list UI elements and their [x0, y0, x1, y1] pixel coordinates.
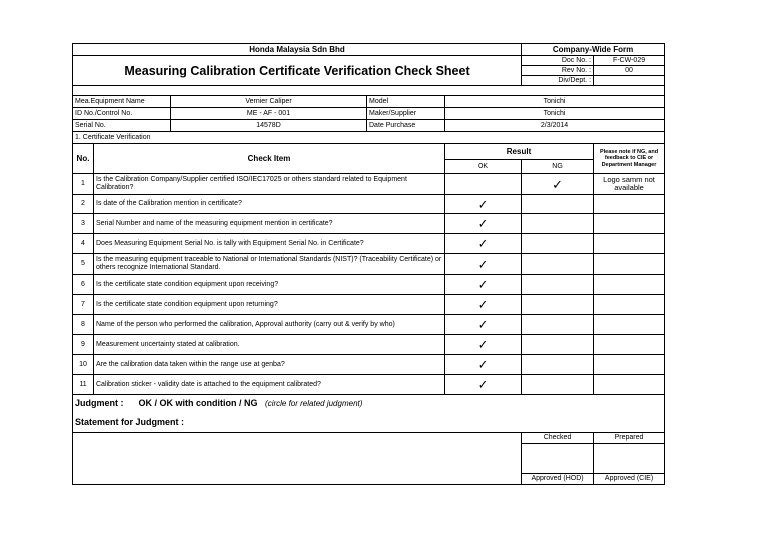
item-text: Are the calibration data taken within the range use at genba?: [94, 355, 445, 375]
ok-check: ✓: [445, 295, 522, 315]
check-sheet: [72, 43, 664, 485]
ok-check: ✓: [445, 254, 522, 275]
ng-check: [522, 335, 594, 355]
item-no: 9: [73, 335, 94, 355]
table-row: [73, 275, 665, 295]
table-row: [73, 254, 665, 275]
company-name: Honda Malaysia Sdn Bhd: [73, 44, 522, 56]
ng-check: ✓: [522, 174, 594, 195]
item-no: 1: [73, 174, 94, 195]
rev-no-label: Rev No. :: [522, 66, 594, 76]
table-row: [73, 295, 665, 315]
checked-signature: [522, 444, 594, 474]
statement-area: [73, 433, 522, 485]
prepared-label: Prepared: [594, 433, 665, 444]
item-note: [594, 295, 665, 315]
item-no: 5: [73, 254, 94, 275]
ok-check: ✓: [445, 335, 522, 355]
model-label: Model: [367, 96, 445, 108]
ng-check: [522, 275, 594, 295]
item-note: [594, 234, 665, 254]
item-note: [594, 315, 665, 335]
item-no: 2: [73, 195, 94, 214]
section-title: 1. Certificate Verification: [73, 132, 665, 144]
judgment-options: OK / OK with condition / NG: [138, 398, 258, 409]
item-no: 8: [73, 315, 94, 335]
item-no: 4: [73, 234, 94, 254]
item-note: [594, 355, 665, 375]
statement-label: Statement for Judgment :: [75, 417, 185, 428]
col-ok: OK: [445, 160, 522, 174]
item-note: [594, 335, 665, 355]
div-label: Div/Dept. :: [522, 76, 594, 86]
item-text: Is the Calibration Company/Supplier certified ISO/IEC17025 or others standard related to Equipment Calibration?: [94, 174, 445, 195]
col-no: No.: [73, 144, 94, 174]
item-no: 10: [73, 355, 94, 375]
item-no: 11: [73, 375, 94, 395]
page-title: Measuring Calibration Certificate Verification Check Sheet: [73, 56, 522, 86]
table-row: [73, 335, 665, 355]
item-text: Is the measuring equipment traceable to National or International Standards (NIST)? (Traceability Certificate) or others recognize International Standard.: [94, 254, 445, 275]
item-note: [594, 375, 665, 395]
maker-value: Tonichi: [445, 108, 665, 120]
id-label: ID No./Control No.: [73, 108, 171, 120]
table-row: [73, 355, 665, 375]
approved-cie-label: Approved (CIE): [594, 474, 665, 485]
ok-check: ✓: [445, 234, 522, 254]
table-row: [73, 214, 665, 234]
item-note: [594, 275, 665, 295]
ng-check: [522, 295, 594, 315]
ng-check: [522, 195, 594, 214]
item-note: [594, 195, 665, 214]
div-value: [594, 76, 665, 86]
ok-check: ✓: [445, 375, 522, 395]
sheet-table: [72, 43, 665, 485]
item-text: Name of the person who performed the calibration, Approval authority (carry out & verify by who): [94, 315, 445, 335]
ng-check: [522, 234, 594, 254]
date-value: 2/3/2014: [445, 120, 665, 132]
item-text: Does Measuring Equipment Serial No. is tally with Equipment Serial No. in Certificate?: [94, 234, 445, 254]
item-text: Serial Number and name of the measuring equipment mention in certificate?: [94, 214, 445, 234]
table-row: [73, 195, 665, 214]
ng-check: [522, 254, 594, 275]
approved-hod-label: Approved (HOD): [522, 474, 594, 485]
doc-no-value: F-CW-029: [594, 56, 665, 66]
ok-check: ✓: [445, 315, 522, 335]
rev-no-value: 00: [594, 66, 665, 76]
col-result: Result: [445, 144, 594, 160]
ok-check: ✓: [445, 355, 522, 375]
serial-label: Serial No.: [73, 120, 171, 132]
item-text: Is date of the Calibration mention in certificate?: [94, 195, 445, 214]
judgment-hint: (circle for related judgment): [265, 399, 363, 409]
item-no: 3: [73, 214, 94, 234]
checked-label: Checked: [522, 433, 594, 444]
item-no: 6: [73, 275, 94, 295]
statement-line: [73, 413, 665, 433]
date-label: Date Purchase: [367, 120, 445, 132]
ng-check: [522, 355, 594, 375]
item-note: [594, 254, 665, 275]
spacer-row: [73, 86, 665, 96]
table-row: [73, 174, 665, 195]
item-text: Is the certificate state condition equipment upon receiving?: [94, 275, 445, 295]
ng-check: [522, 375, 594, 395]
item-text: Is the certificate state condition equipment upon returning?: [94, 295, 445, 315]
maker-label: Maker/Supplier: [367, 108, 445, 120]
doc-no-label: Doc No. :: [522, 56, 594, 66]
table-row: [73, 375, 665, 395]
equipment-name-value: Vernier Caliper: [171, 96, 367, 108]
table-row: [73, 315, 665, 335]
serial-value: 14578D: [171, 120, 367, 132]
equipment-name-label: Mea.Equipment Name: [73, 96, 171, 108]
ng-check: [522, 214, 594, 234]
judgment-line: [73, 395, 665, 413]
item-note: Logo samm not available: [594, 174, 665, 195]
id-value: ME - AF - 001: [171, 108, 367, 120]
item-note: [594, 214, 665, 234]
ok-check: ✓: [445, 214, 522, 234]
item-no: 7: [73, 295, 94, 315]
col-check-item: Check Item: [94, 144, 445, 174]
ok-check: ✓: [445, 275, 522, 295]
ok-check: [445, 174, 522, 195]
item-text: Calibration sticker - validity date is attached to the equipment calibrated?: [94, 375, 445, 395]
judgment-label: Judgment :: [75, 398, 124, 409]
table-row: [73, 234, 665, 254]
form-type: Company-Wide Form: [522, 44, 665, 56]
item-text: Measurement uncertainty stated at calibration.: [94, 335, 445, 355]
ok-check: ✓: [445, 195, 522, 214]
prepared-signature: [594, 444, 665, 474]
col-note: Please note if NG, and feedback to CIE or Department Manager: [594, 144, 665, 174]
ng-check: [522, 315, 594, 335]
col-ng: NG: [522, 160, 594, 174]
model-value: Tonichi: [445, 96, 665, 108]
